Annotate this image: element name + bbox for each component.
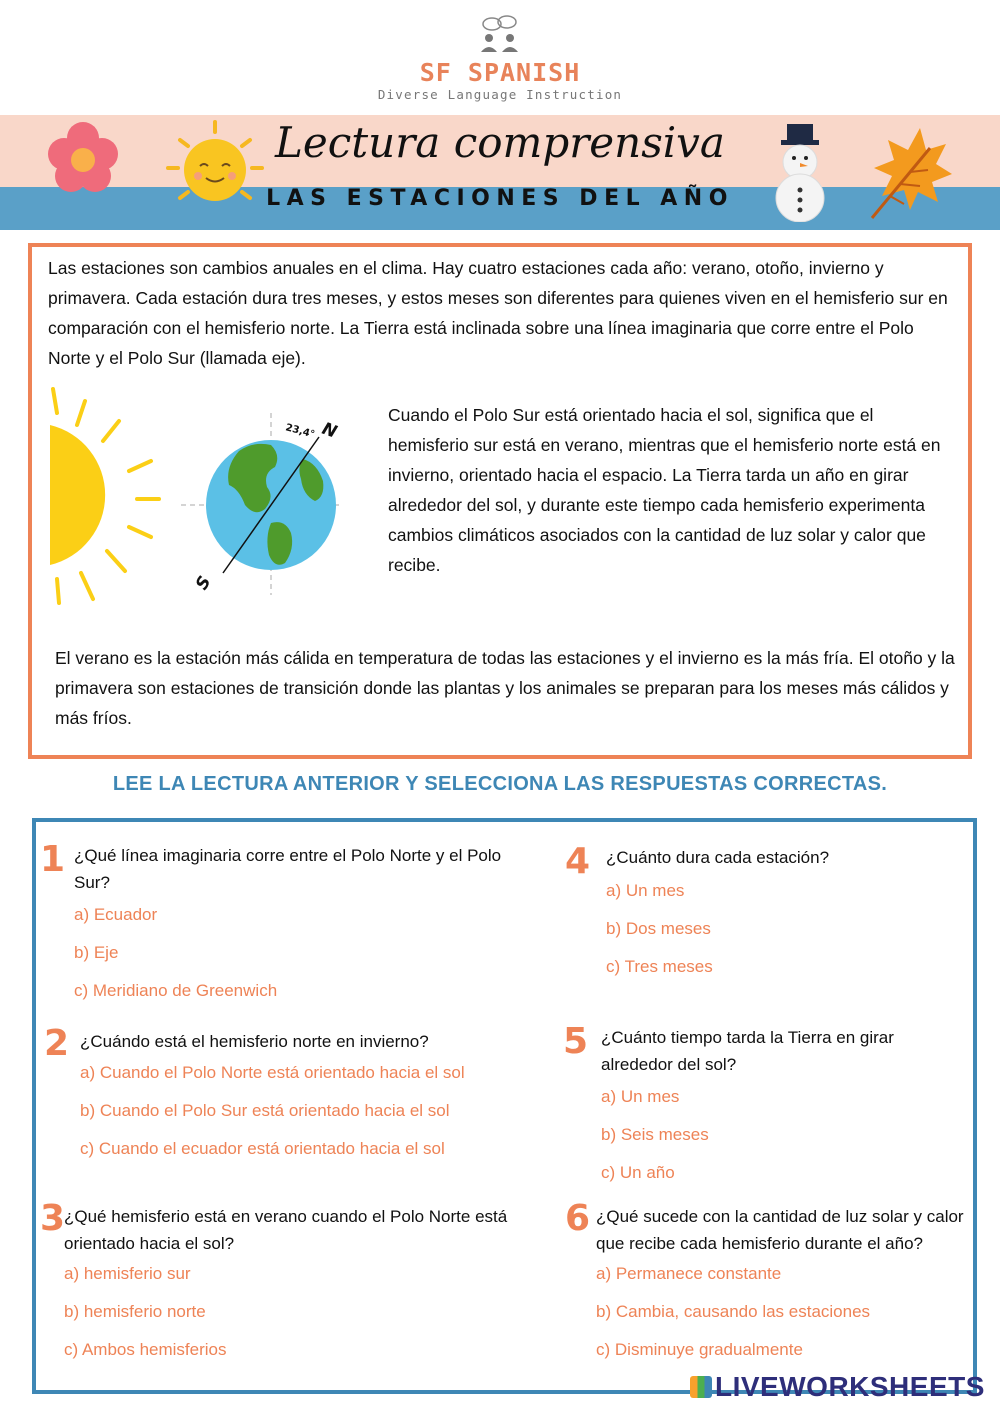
question-text: ¿Cuánto tiempo tarda la Tierra en girar alrededor del sol? bbox=[601, 1028, 894, 1074]
reading-paragraph-2: Cuando el Polo Sur está orientado hacia el sol, significa que el hemisferio sur está en verano, mientras que el hemisferio norte está en invierno, orientado hacia el espacio. La Tierra tarda un año en girar alrededor del sol, y durante este tiempo cada hemisferio experimenta cambios climáticos asociados con la cantidad de luz solar y calor que recibe. bbox=[388, 405, 941, 575]
liveworksheets-watermark bbox=[690, 1373, 985, 1401]
brand-name: SF SPANISH bbox=[419, 58, 581, 87]
answer-option[interactable]: c) Cuando el ecuador está orientado hacia el sol bbox=[80, 1139, 445, 1158]
reading-paragraph-3: El verano es la estación más cálida en temperatura de todas las estaciones y el invierno es la más fría. El otoño y la primavera son estaciones de transición donde las plantas y los animales se preparan para los meses más cálidos y más fríos. bbox=[55, 648, 955, 728]
logo bbox=[0, 14, 1000, 102]
answer-option[interactable]: b) Cambia, causando las estaciones bbox=[596, 1302, 871, 1321]
question-number: 2 bbox=[44, 1023, 70, 1064]
question-6 bbox=[565, 1198, 975, 1371]
tilt-angle-label: 23,4° bbox=[284, 422, 316, 441]
speech-bubbles-people-icon bbox=[475, 14, 525, 56]
question-text: ¿Qué línea imaginaria corre entre el Polo Norte y el Polo Sur? bbox=[74, 846, 502, 892]
answer-option[interactable]: a) Un mes bbox=[606, 881, 685, 900]
question-number: 6 bbox=[565, 1198, 591, 1239]
question-5 bbox=[563, 1021, 953, 1194]
question-2 bbox=[44, 1023, 524, 1176]
question-number: 5 bbox=[563, 1021, 589, 1062]
sun-earth-tilt-diagram bbox=[45, 385, 355, 610]
question-number: 4 bbox=[565, 841, 591, 882]
brand-tagline: Diverse Language Instruction bbox=[377, 87, 623, 102]
watermark-text: LIVEWORKSHEETS bbox=[715, 1371, 985, 1402]
earth-icon bbox=[181, 413, 341, 595]
answer-option[interactable]: a) hemisferio sur bbox=[64, 1264, 191, 1283]
answer-option[interactable]: a) Ecuador bbox=[74, 905, 158, 924]
south-pole-label: S bbox=[192, 572, 216, 594]
answer-option[interactable]: c) Disminuye gradualmente bbox=[596, 1340, 803, 1359]
answer-option[interactable]: b) hemisferio norte bbox=[64, 1302, 206, 1321]
question-text: ¿Qué hemisferio está en verano cuando el Polo Norte está orientado hacia el sol? bbox=[64, 1207, 508, 1253]
answer-option[interactable]: c) Meridiano de Greenwich bbox=[74, 981, 278, 1000]
answer-option[interactable]: b) Eje bbox=[74, 943, 119, 962]
answer-option[interactable]: b) Seis meses bbox=[601, 1125, 709, 1144]
question-4 bbox=[565, 841, 955, 994]
question-text: ¿Cuándo está el hemisferio norte en invierno? bbox=[80, 1032, 429, 1051]
answer-option[interactable]: c) Ambos hemisferios bbox=[64, 1340, 227, 1359]
question-number: 1 bbox=[40, 839, 66, 880]
answer-option[interactable]: b) Cuando el Polo Sur está orientado hacia el sol bbox=[80, 1101, 450, 1120]
worksheet-title: Lectura comprensiva bbox=[275, 118, 725, 167]
question-text: ¿Qué sucede con la cantidad de luz solar y calor que recibe cada hemisferio durante el año? bbox=[596, 1207, 964, 1253]
reading-paragraph-1: Las estaciones son cambios anuales en el clima. Hay cuatro estaciones cada año: verano, otoño, invierno y primavera. Cada estación dura tres meses, y estos meses son diferentes para quienes viven en el hemisferio sur en comparación con el hemisferio norte. La Tierra está inclinada sobre una línea imaginaria que corre entre el Polo Norte y el Polo Sur (llamada eje). bbox=[48, 258, 948, 368]
question-number: 3 bbox=[40, 1198, 66, 1239]
answer-option[interactable]: b) Dos meses bbox=[606, 919, 711, 938]
answer-option[interactable]: a) Un mes bbox=[601, 1087, 680, 1106]
question-3 bbox=[40, 1198, 530, 1371]
sun-icon bbox=[50, 389, 159, 603]
answer-option[interactable]: a) Cuando el Polo Norte está orientado hacia el sol bbox=[80, 1063, 465, 1082]
answer-option[interactable]: a) Permanece constante bbox=[596, 1264, 782, 1283]
worksheet-subtitle: LAS ESTACIONES DEL AÑO bbox=[266, 186, 734, 211]
answer-option[interactable]: c) Un año bbox=[601, 1163, 675, 1182]
north-pole-label: N bbox=[319, 418, 340, 443]
instruction-heading: LEE LA LECTURA ANTERIOR Y SELECCIONA LAS RESPUESTAS CORRECTAS. bbox=[112, 773, 888, 795]
liveworksheets-logo-icon bbox=[690, 1376, 712, 1398]
question-1 bbox=[40, 839, 510, 1012]
question-text: ¿Cuánto dura cada estación? bbox=[606, 848, 830, 867]
answer-option[interactable]: c) Tres meses bbox=[606, 957, 713, 976]
